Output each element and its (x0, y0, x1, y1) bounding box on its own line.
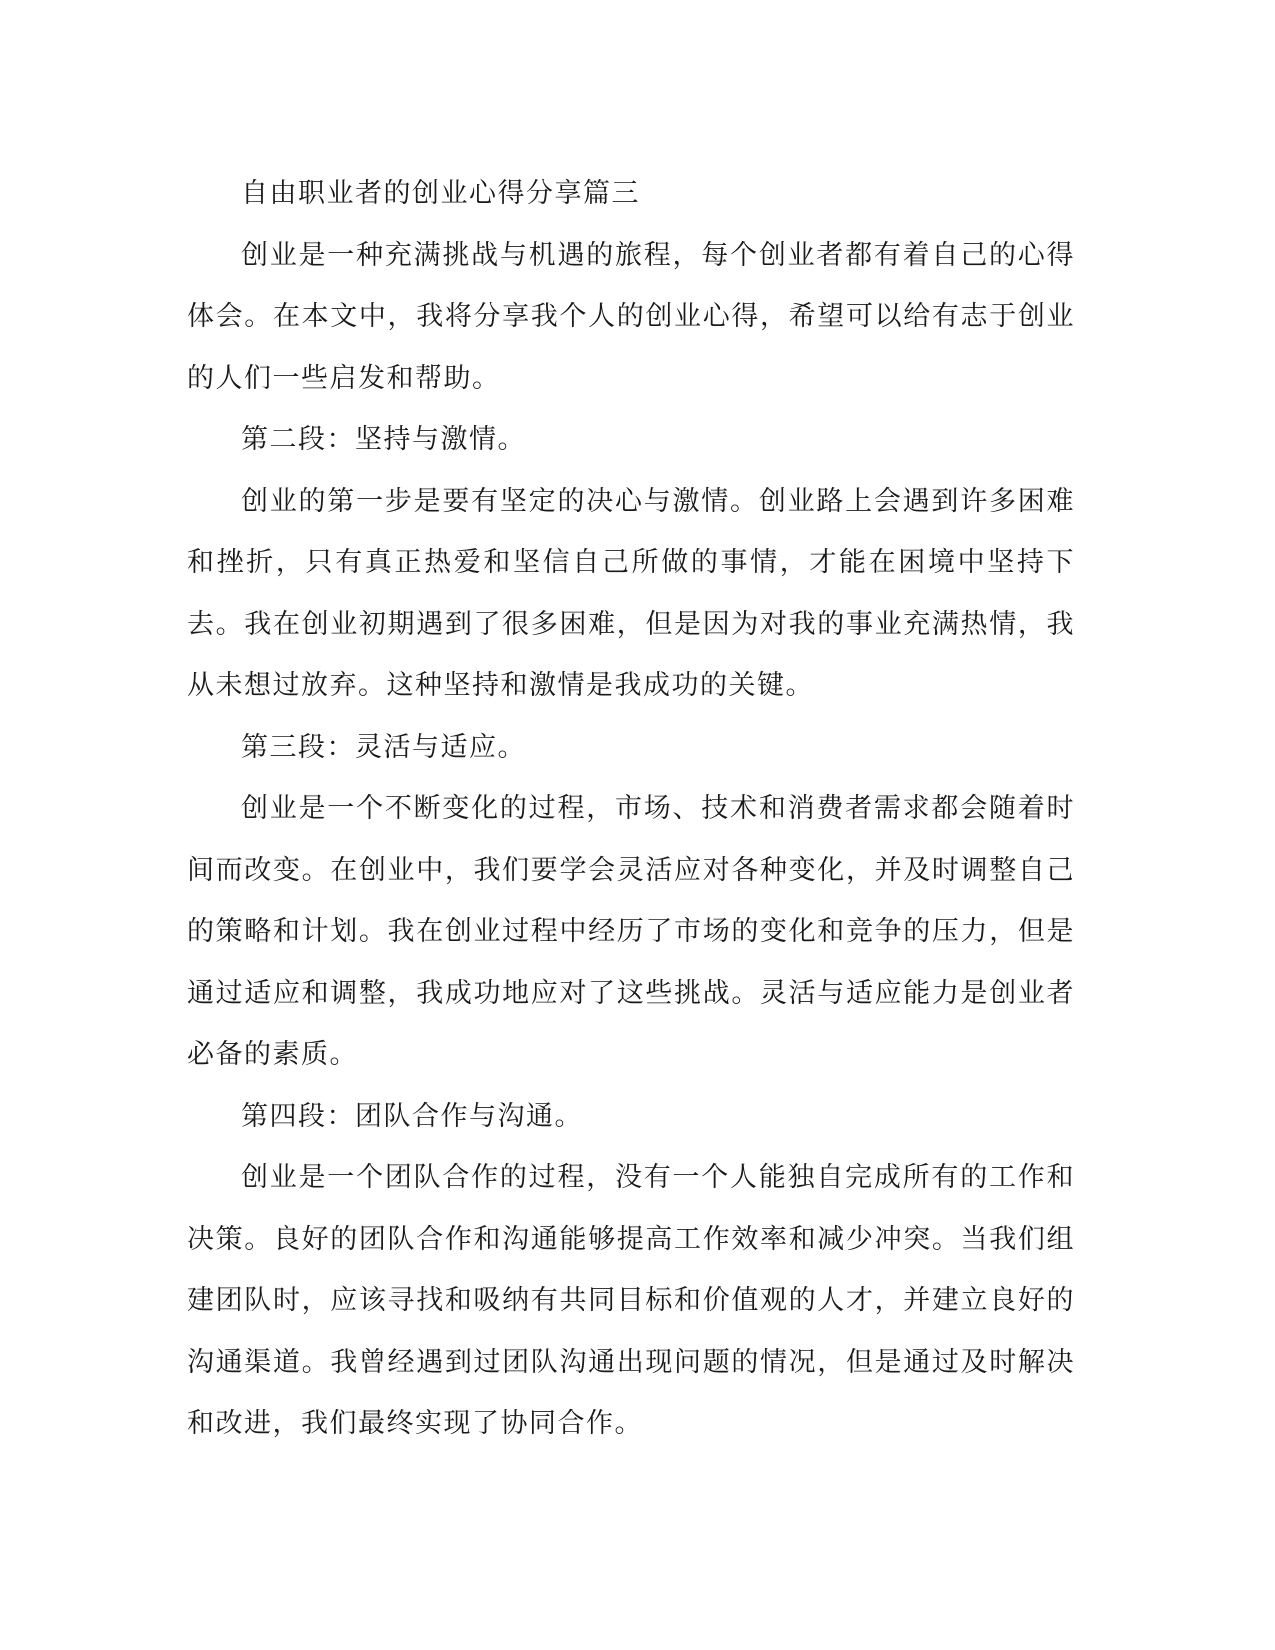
document-title: 自由职业者的创业心得分享篇三 (241, 178, 640, 209)
section-heading-3: 第三段：灵活与适应。 (241, 731, 526, 763)
paragraph-flexibility: 创业是一个不断变化的过程，市场、技术和消费者需求都会随着时间而改变。在创业中，我们要学会灵活应对各种变化，并及时调整自己的策略和计划。我在创业过程中经历了市场的变化和竞争的压力，但是通过适应和调整，我成功地应对了这些挑战。灵活与适应能力是创业者必备的素质。 (187, 793, 1075, 1070)
paragraph-intro: 创业是一种充满挑战与机遇的旅程，每个创业者都有着自己的心得体会。在本文中，我将分享我个人的创业心得，希望可以给有志于创业的人们一些启发和帮助。 (187, 239, 1075, 394)
section-heading-4: 第四段：团队合作与沟通。 (241, 1100, 583, 1132)
paragraph-teamwork: 创业是一个团队合作的过程，没有一个人能独自完成所有的工作和决策。良好的团队合作和沟通能够提高工作效率和减少冲突。当我们组建团队时，应该寻找和吸纳有共同目标和价值观的人才，并建立良好的沟通渠道。我曾经遇到过团队沟通出现问题的情况，但是通过及时解决和改进，我们最终实现了协同合作。 (187, 1162, 1075, 1439)
document-body (187, 163, 1075, 1455)
section-heading-2: 第二段：坚持与激情。 (241, 424, 526, 455)
paragraph-persistence: 创业的第一步是要有坚定的决心与激情。创业路上会遇到许多困难和挫折，只有真正热爱和坚信自己所做的事情，才能在困境中坚持下去。我在创业初期遇到了很多困难，但是因为对我的事业充满热情，我从未想过放弃。这种坚持和激情是我成功的关键。 (187, 485, 1075, 701)
